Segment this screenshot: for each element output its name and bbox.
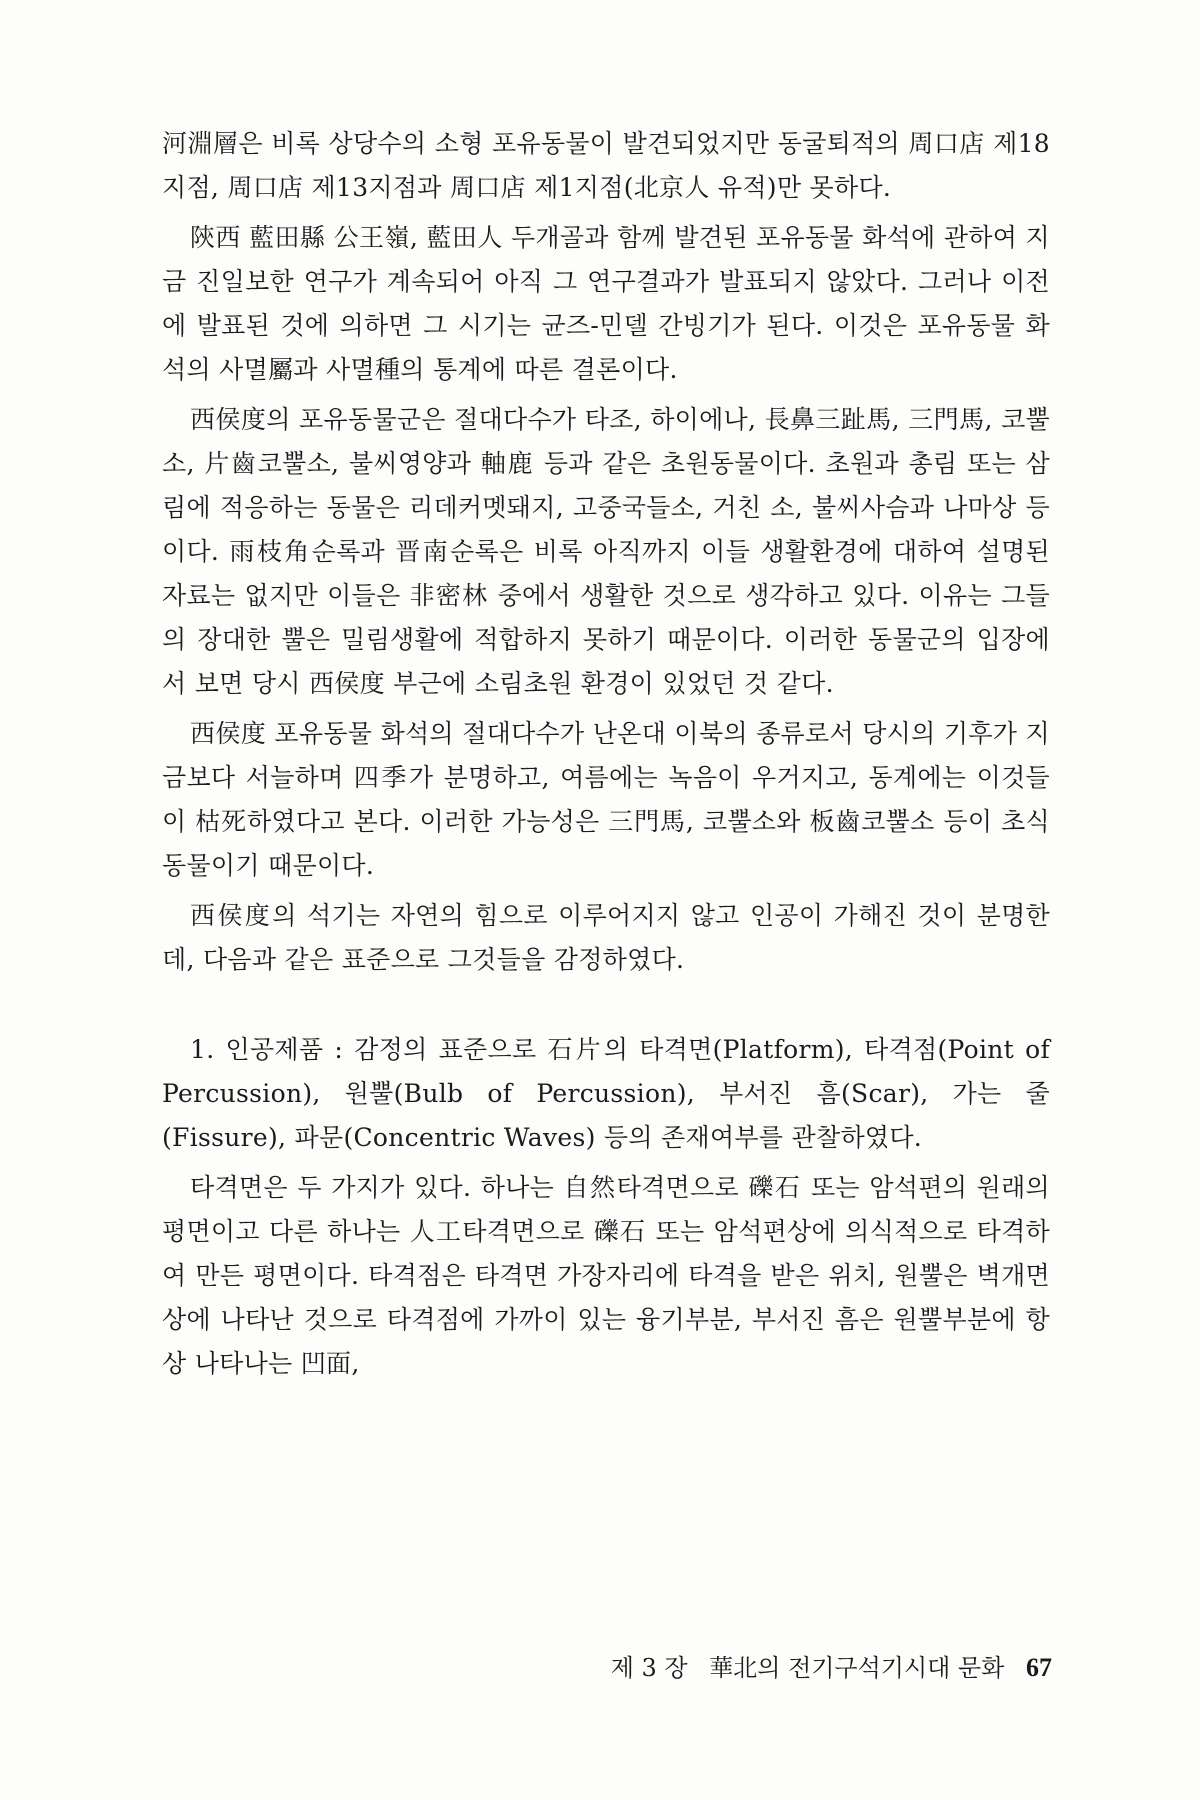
paragraph-2: 陝西 藍田縣 公王嶺, 藍田人 두개골과 함께 발견된 포유동물 화석에 관하여 지금 진일보한 연구가 계속되어 아직 그 연구결과가 발표되지 않았다. 그러나 이전에 발표된 것에 의하면 그 시기는 균즈-민델 간빙기가 된다. 이것은 포유동물 화석의 사멸屬과 사멸種의 통계에 따른 결론이다. bbox=[162, 223, 1050, 384]
paragraph-5: 西侯度의 석기는 자연의 힘으로 이루어지지 않고 인공이 가해진 것이 분명한데, 다음과 같은 표준으로 그것들을 감정하였다. bbox=[162, 901, 1050, 974]
page-number: 67 bbox=[1026, 1653, 1052, 1682]
footer-chapter: 제 3 장 bbox=[610, 1654, 688, 1682]
paragraph-3: 西侯度의 포유동물군은 절대다수가 타조, 하이에나, 長鼻三趾馬, 三門馬, 코뿔소, 片齒코뿔소, 불씨영양과 軸鹿 등과 같은 초원동물이다. 초원과 총림 또는 삼림에 적응하는 동물은 리데커멧돼지, 고중국들소, 거친 소, 불씨사슴과 나마상 등이다. 雨枝角순록과 晋南순록은 비록 아직까지 이들 생활환경에 대하여 설명된 자료는 없지만 이들은 非密林 중에서 생활한 것으로 생각하고 있다. 이유는 그들의 장대한 뿔은 밀림생활에 적합하지 못하기 때문이다. 이러한 동물군의 입장에서 보면 당시 西侯度 부근에 소림초원 환경이 있었던 것 같다. bbox=[162, 405, 1050, 698]
running-footer bbox=[532, 1648, 1052, 1683]
paragraph-7: 타격면은 두 가지가 있다. 하나는 自然타격면으로 礫石 또는 암석편의 원래의 평면이고 다른 하나는 人工타격면으로 礫石 또는 암석편상에 의식적으로 타격하여 만든 평면이다. 타격점은 타격면 가장자리에 타격을 받은 위치, 원뿔은 벽개면 상에 나타난 것으로 타격점에 가까이 있는 융기부분, 부서진 흠은 원뿔부분에 항상 나타나는 凹面, bbox=[162, 1173, 1050, 1378]
paragraph-6: 1. 인공제품 : 감정의 표준으로 石片의 타격면(Platform), 타격점(Point of Percussion), 원뿔(Bulb of Percussion), 부서진 흠(Scar), 가는 줄(Fissure), 파문(Concentric Waves) 등의 존재여부를 관찰하였다. bbox=[162, 1035, 1050, 1152]
footer-title: 華北의 전기구석기시대 문화 bbox=[709, 1654, 1005, 1682]
paragraph-4: 西侯度 포유동물 화석의 절대다수가 난온대 이북의 종류로서 당시의 기후가 지금보다 서늘하며 四季가 분명하고, 여름에는 녹음이 우거지고, 동계에는 이것들이 枯死하였다고 본다. 이러한 가능성은 三門馬, 코뿔소와 板齒코뿔소 등이 초식동물이기 때문이다. bbox=[162, 719, 1050, 880]
paragraph-1: 河淵層은 비록 상당수의 소형 포유동물이 발견되었지만 동굴퇴적의 周口店 제18지점, 周口店 제13지점과 周口店 제1지점(北京人 유적)만 못하다. bbox=[162, 129, 1050, 202]
body-text bbox=[162, 122, 1050, 1392]
